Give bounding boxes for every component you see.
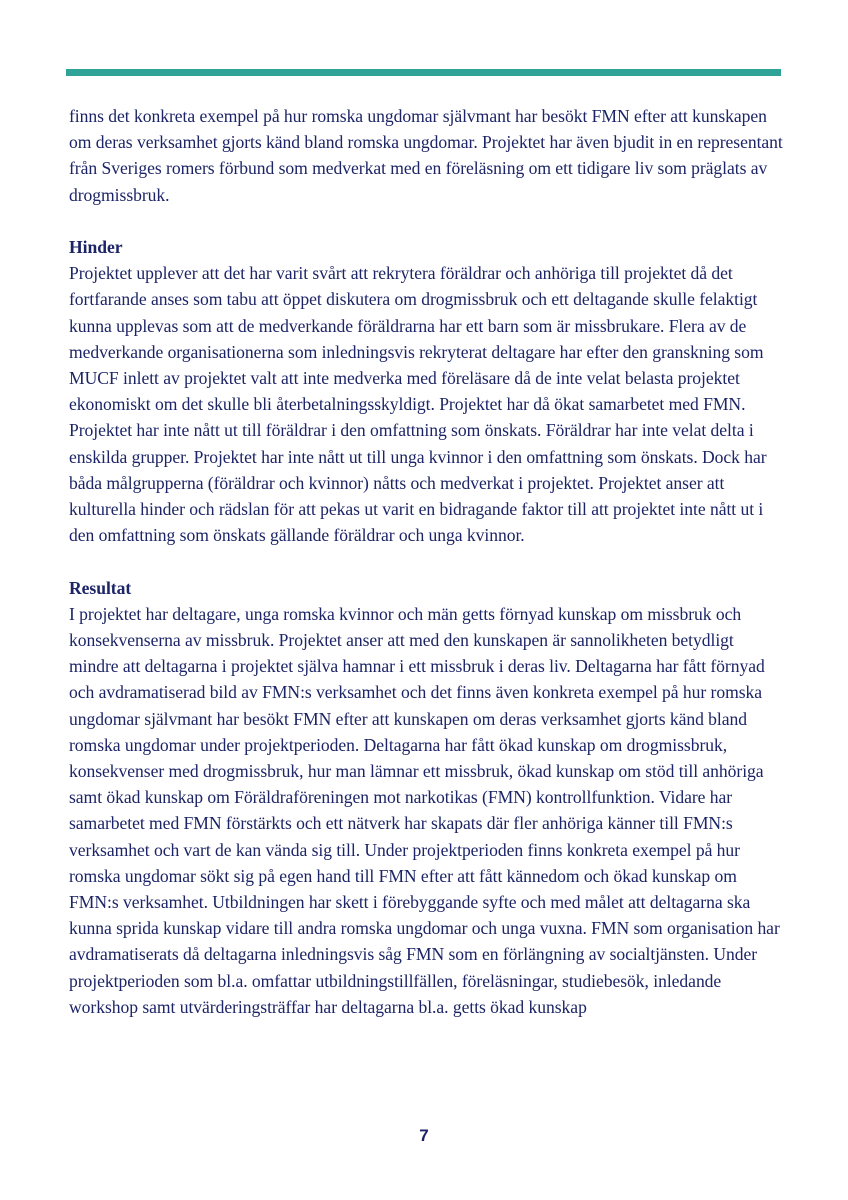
resultat-paragraph: I projektet har deltagare, unga romska kvinnor och män getts förnyad kunskap om missbruk och konsekvenserna av missbruk. Projektet anser att med den kunskapen är sannolikheten betydligt mindre att deltagarna i projektet själva hamnar i ett missbruk i deras liv. Deltagarna har fått förnyad och avdramatiserad bild av FMN:s verksamhet och det finns även konkreta exempel på hur romska ungdomar självmant har besökt FMN efter att kunskapen om deras verksamhet gjorts känd bland romska ungdomar under projektperioden. Deltagarna har fått ökad kunskap om drogmissbruk, konsekvenser med drogmissbruk, hur man lämnar ett missbruk, ökad kunskap om stöd till anhöriga samt ökad kunskap om Föräldraföreningen mot narkotikas (FMN) kontrollfunktion. Vidare har samarbetet med FMN förstärkts och ett nätverk har skapats där fler anhöriga känner till FMN:s verksamhet och vart de kan vända sig till. Under projektperioden finns konkreta exempel på hur romska ungdomar sökt sig på egen hand till FMN efter att fått kännedom och ökad kunskap om FMN:s verksamhet. Utbildningen har skett i förebyggande syfte och med målet att deltagarna ska kunna sprida kunskap vidare till andra romska ungdomar och unga vuxna. FMN som organisation har avdramatiserats då deltagarna inledningsvis såg FMN som en förlängning av socialtjänsten. Under projektperioden som bl.a. omfattar utbildningstillfällen, föreläsningar, studiebesök, inledande workshop samt utvärderingsträffar har deltagarna bl.a. getts ökad kunskap [69,603,780,1017]
header-rule [66,69,781,76]
intro-paragraph: finns det konkreta exempel på hur romska ungdomar självmant har besökt FMN efter att kunskapen om deras verksamhet gjorts känd bland romska ungdomar. Projektet har även bjudit in en representant från Sveriges romers förbund som medverkat med en föreläsning om ett tidigare liv som präglats av drogmissbruk. [69,106,783,205]
hinder-heading: Hinder [69,237,123,257]
hinder-paragraph: Projektet upplever att det har varit svårt att rekrytera föräldrar och anhöriga till projektet då det fortfarande anses som tabu att öppet diskutera om drogmissbruk och ett deltagande skulle felaktigt kunna upplevas som att de medverkande föräldrarna har ett barn som är missbrukare. Flera av de medverkande organisationerna som inledningsvis rekryterat deltagare har efter den granskning som MUCF inlett av projektet valt att inte medverka med föreläsare då de inte velat belasta projektet ekonomiskt om det skulle bli återbetalningsskyldigt. Projektet har då ökat samarbetet med FMN. Projektet har inte nått ut till föräldrar i den omfattning som önskats. Föräldrar har inte velat delta i enskilda grupper. Projektet har inte nått ut till unga kvinnor i den omfattning som önskats. Dock har båda målgrupperna (föräldrar och kvinnor) nåtts och medverkat i projektet. Projektet anser att kulturella hinder och rädslan för att pekas ut varit en bidragande faktor till att projektet inte nått ut i den omfattning som önskats gällande föräldrar och unga kvinnor. [69,263,767,546]
document-body [69,103,784,1020]
section-gap [69,548,784,574]
resultat-heading: Resultat [69,577,132,598]
section-gap [69,208,784,234]
page-number: 7 [419,1126,429,1145]
